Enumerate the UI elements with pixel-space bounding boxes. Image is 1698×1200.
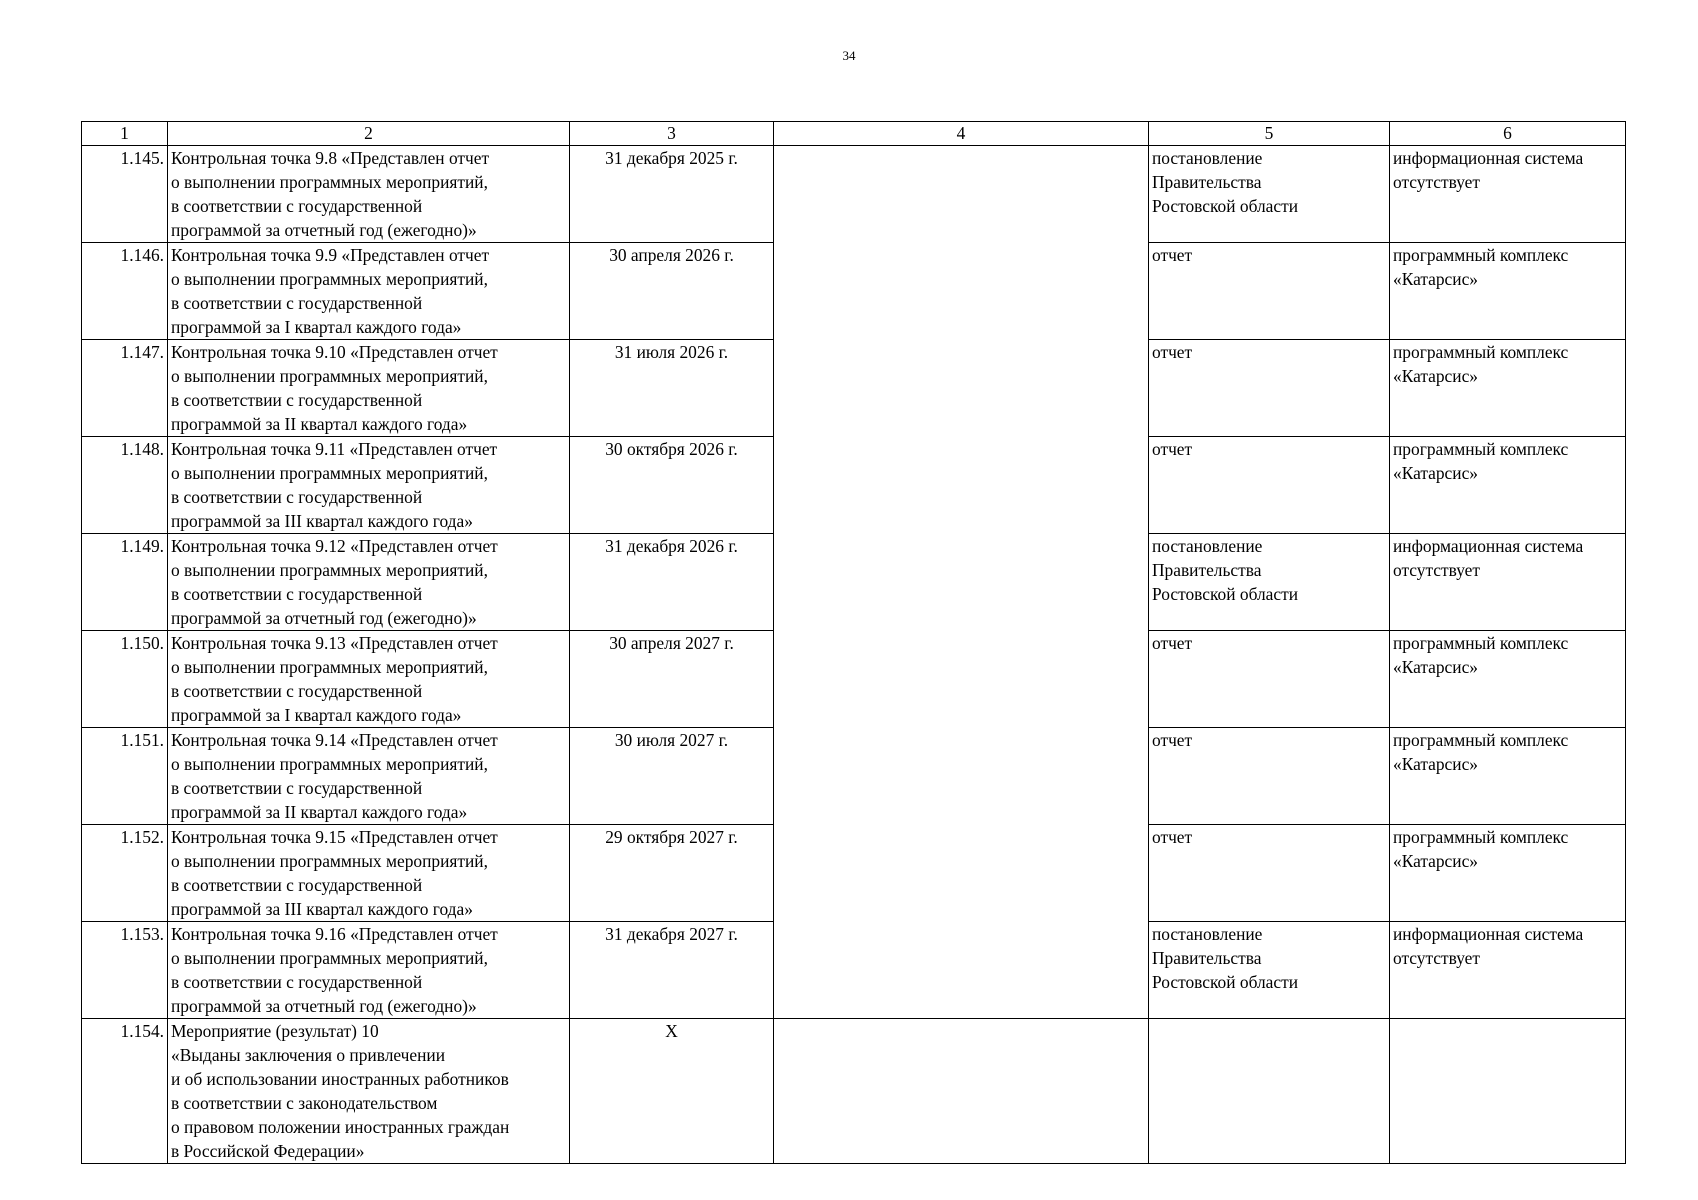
cell-line: Контрольная точка 9.11 «Представлен отчет	[171, 439, 498, 459]
row-name-cell	[168, 1019, 570, 1164]
row-date-cell: 29 октября 2027 г.	[570, 825, 774, 922]
row-document-cell	[1149, 922, 1390, 1019]
table-row	[82, 1019, 1626, 1164]
cell-line: отсутствует	[1393, 948, 1480, 968]
empty-cell	[1149, 1019, 1390, 1164]
cell-line: в соответствии с государственной	[171, 681, 423, 701]
row-system-cell	[1390, 243, 1626, 340]
cell-line: о выполнении программных мероприятий,	[171, 948, 488, 968]
header-cell: 5	[1149, 122, 1390, 146]
cell-line: программой за отчетный год (ежегодно)»	[171, 996, 477, 1016]
cell-line: Контрольная точка 9.16 «Представлен отчет	[171, 924, 498, 944]
cell-line: Правительства	[1152, 172, 1262, 192]
cell-line: Ростовской области	[1152, 584, 1299, 604]
row-system-cell	[1390, 146, 1626, 243]
row-date-cell: X	[570, 1019, 774, 1164]
cell-line: о выполнении программных мероприятий,	[171, 172, 488, 192]
cell-line: в соответствии с государственной	[171, 196, 423, 216]
row-document-cell	[1149, 437, 1390, 534]
cell-line: Контрольная точка 9.9 «Представлен отчет	[171, 245, 490, 265]
cell-line: программой за I квартал каждого года»	[171, 705, 462, 725]
cell-line: «Катарсис»	[1393, 366, 1478, 386]
cell-line: «Катарсис»	[1393, 269, 1478, 289]
cell-line: Ростовской области	[1152, 972, 1299, 992]
row-system-cell	[1390, 922, 1626, 1019]
cell-line: программный комплекс	[1393, 439, 1569, 459]
cell-line: программой за III квартал каждого года»	[171, 899, 473, 919]
cell-line: о выполнении программных мероприятий,	[171, 754, 488, 774]
row-number-cell: 1.148.	[82, 437, 168, 534]
cell-line: отчет	[1152, 730, 1193, 750]
cell-line: программный комплекс	[1393, 342, 1569, 362]
cell-line: программой за I квартал каждого года»	[171, 317, 462, 337]
cell-line: в соответствии с государственной	[171, 487, 423, 507]
row-system-cell	[1390, 825, 1626, 922]
row-name-cell	[168, 146, 570, 243]
header-cell: 2	[168, 122, 570, 146]
row-date-cell: 30 апреля 2026 г.	[570, 243, 774, 340]
row-document-cell	[1149, 534, 1390, 631]
cell-line: «Катарсис»	[1393, 657, 1478, 677]
cell-line: в соответствии с государственной	[171, 778, 423, 798]
row-system-cell	[1390, 728, 1626, 825]
cell-line: Контрольная точка 9.13 «Представлен отчет	[171, 633, 498, 653]
row-date-cell: 31 декабря 2027 г.	[570, 922, 774, 1019]
row-name-cell	[168, 728, 570, 825]
row-system-cell	[1390, 437, 1626, 534]
header-cell: 4	[774, 122, 1149, 146]
row-document-cell	[1149, 146, 1390, 243]
header-cell: 1	[82, 122, 168, 146]
cell-line: в соответствии с государственной	[171, 584, 423, 604]
row-number-cell: 1.151.	[82, 728, 168, 825]
row-name-cell	[168, 437, 570, 534]
cell-line: в соответствии с государственной	[171, 293, 423, 313]
row-system-cell	[1390, 534, 1626, 631]
empty-cell	[1390, 1019, 1626, 1164]
cell-line: о выполнении программных мероприятий,	[171, 463, 488, 483]
cell-line: «Катарсис»	[1393, 851, 1478, 871]
table-row	[82, 146, 1626, 243]
cell-line: информационная система	[1393, 148, 1584, 168]
row-number-cell: 1.150.	[82, 631, 168, 728]
cell-line: программный комплекс	[1393, 827, 1569, 847]
cell-line: в соответствии с законодательством	[171, 1093, 438, 1113]
cell-line: в соответствии с государственной	[171, 875, 423, 895]
cell-line: программный комплекс	[1393, 245, 1569, 265]
cell-line: отчет	[1152, 342, 1193, 362]
row-document-cell	[1149, 631, 1390, 728]
cell-line: отсутствует	[1393, 560, 1480, 580]
cell-line: постановление	[1152, 148, 1263, 168]
row-name-cell	[168, 243, 570, 340]
cell-line: информационная система	[1393, 924, 1584, 944]
control-points-table	[81, 121, 1626, 1164]
row-date-cell: 30 апреля 2027 г.	[570, 631, 774, 728]
row-number-cell: 1.154.	[82, 1019, 168, 1164]
row-name-cell	[168, 340, 570, 437]
cell-line: и об использовании иностранных работников	[171, 1069, 509, 1089]
row-number-cell: 1.149.	[82, 534, 168, 631]
cell-line: Контрольная точка 9.10 «Представлен отчет	[171, 342, 498, 362]
row-name-cell	[168, 922, 570, 1019]
cell-line: Контрольная точка 9.15 «Представлен отчет	[171, 827, 498, 847]
table-header-row	[82, 122, 1626, 146]
cell-line: программный комплекс	[1393, 730, 1569, 750]
row-document-cell	[1149, 825, 1390, 922]
row-system-cell	[1390, 340, 1626, 437]
cell-line: о выполнении программных мероприятий,	[171, 657, 488, 677]
cell-line: программой за отчетный год (ежегодно)»	[171, 220, 477, 240]
row-number-cell: 1.147.	[82, 340, 168, 437]
row-document-cell	[1149, 340, 1390, 437]
row-number-cell: 1.146.	[82, 243, 168, 340]
row-date-cell: 30 июля 2027 г.	[570, 728, 774, 825]
cell-line: информационная система	[1393, 536, 1584, 556]
cell-line: в соответствии с государственной	[171, 390, 423, 410]
cell-line: программный комплекс	[1393, 633, 1569, 653]
row-date-cell: 30 октября 2026 г.	[570, 437, 774, 534]
cell-line: отсутствует	[1393, 172, 1480, 192]
cell-line: о выполнении программных мероприятий,	[171, 366, 488, 386]
cell-line: «Катарсис»	[1393, 754, 1478, 774]
row-date-cell: 31 декабря 2025 г.	[570, 146, 774, 243]
cell-line: Ростовской области	[1152, 196, 1299, 216]
cell-line: отчет	[1152, 439, 1193, 459]
cell-line: «Выданы заключения о привлечении	[171, 1045, 446, 1065]
cell-line: отчет	[1152, 827, 1193, 847]
empty-cell	[774, 1019, 1149, 1164]
cell-line: Контрольная точка 9.8 «Представлен отчет	[171, 148, 490, 168]
merged-empty-cell	[774, 146, 1149, 1019]
header-cell: 3	[570, 122, 774, 146]
row-date-cell: 31 декабря 2026 г.	[570, 534, 774, 631]
cell-line: «Катарсис»	[1393, 463, 1478, 483]
cell-line: в Российской Федерации»	[171, 1141, 365, 1161]
cell-line: о правовом положении иностранных граждан	[171, 1117, 510, 1137]
row-name-cell	[168, 825, 570, 922]
cell-line: в соответствии с государственной	[171, 972, 423, 992]
row-name-cell	[168, 631, 570, 728]
cell-line: программой за II квартал каждого года»	[171, 802, 468, 822]
page-number: 34	[842, 48, 856, 63]
cell-line: о выполнении программных мероприятий,	[171, 851, 488, 871]
cell-line: о выполнении программных мероприятий,	[171, 269, 488, 289]
row-document-cell	[1149, 728, 1390, 825]
cell-line: постановление	[1152, 924, 1263, 944]
cell-line: отчет	[1152, 633, 1193, 653]
cell-line: Правительства	[1152, 560, 1262, 580]
cell-line: о выполнении программных мероприятий,	[171, 560, 488, 580]
row-document-cell	[1149, 243, 1390, 340]
cell-line: отчет	[1152, 245, 1193, 265]
cell-line: программой за отчетный год (ежегодно)»	[171, 608, 477, 628]
row-number-cell: 1.145.	[82, 146, 168, 243]
cell-line: Мероприятие (результат) 10	[171, 1021, 379, 1041]
row-system-cell	[1390, 631, 1626, 728]
row-name-cell	[168, 534, 570, 631]
cell-line: постановление	[1152, 536, 1263, 556]
row-number-cell: 1.153.	[82, 922, 168, 1019]
cell-line: программой за II квартал каждого года»	[171, 414, 468, 434]
cell-line: Контрольная точка 9.14 «Представлен отчет	[171, 730, 498, 750]
row-date-cell: 31 июля 2026 г.	[570, 340, 774, 437]
row-number-cell: 1.152.	[82, 825, 168, 922]
header-cell: 6	[1390, 122, 1626, 146]
cell-line: программой за III квартал каждого года»	[171, 511, 473, 531]
cell-line: Правительства	[1152, 948, 1262, 968]
cell-line: Контрольная точка 9.12 «Представлен отчет	[171, 536, 498, 556]
